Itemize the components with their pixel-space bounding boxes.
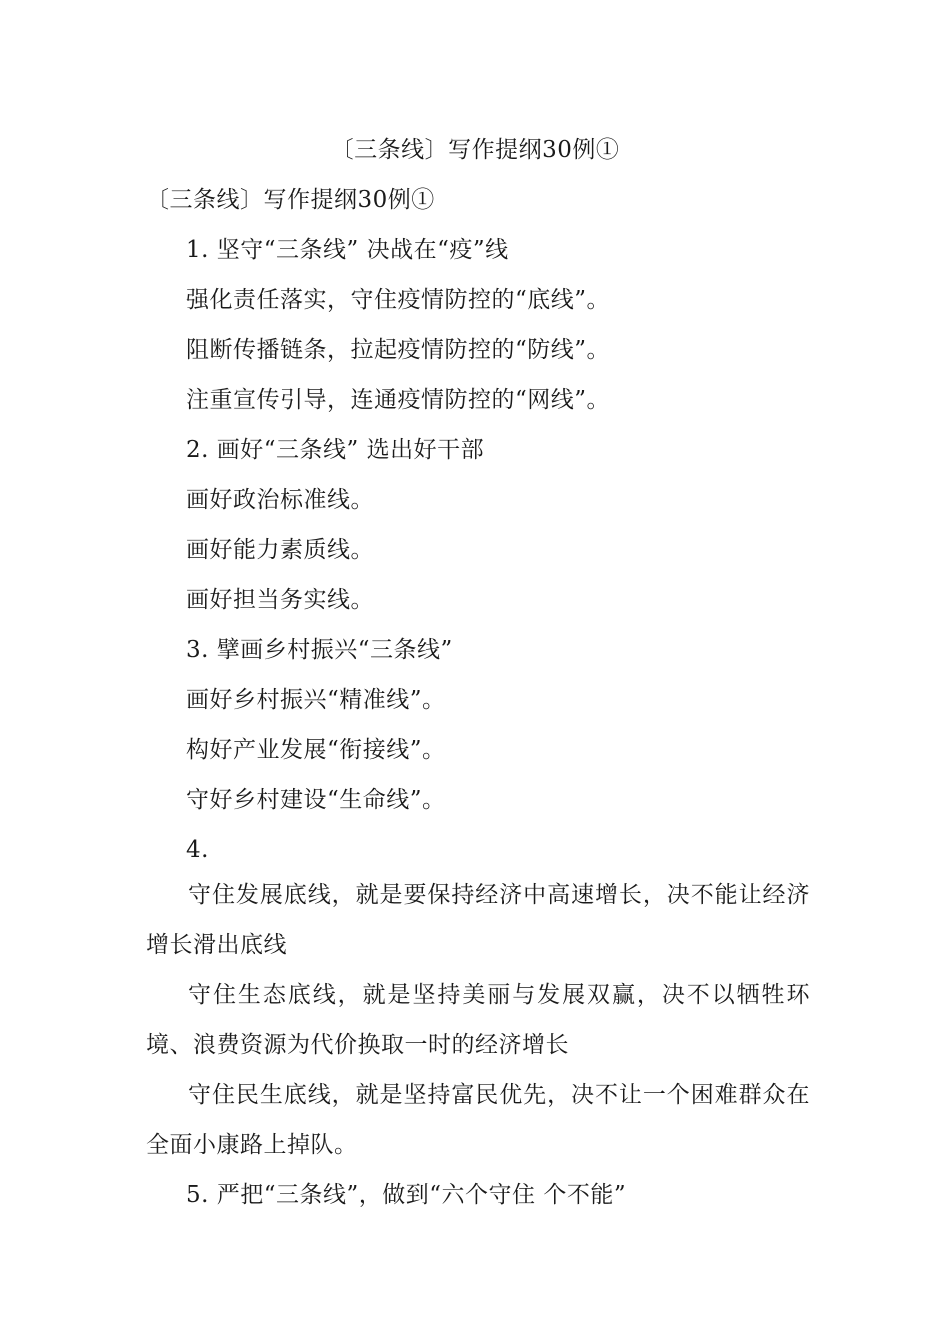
body-paragraph: 守住生态底线，就是坚持美丽与发展双赢，决不以牺牲环境、浪费资源为代价换取一时的经济增长 [146,982,810,1058]
section-heading: 3. 擘画乡村振兴“三条线” [186,637,453,663]
section-item: 画好担当务实线。 [186,587,374,613]
document-title-text: 〔三条线〕写作提纲30例① [330,137,620,163]
document-title [0,135,950,165]
section-item: 注重宣传引导，连通疫情防控的“网线”。 [186,387,611,413]
document-subtitle: 〔三条线〕写作提纲30例① [146,187,435,213]
section-heading: 5. 严把“三条线”，做到“六个守住 个不能” [186,1182,627,1208]
section-heading: 1. 坚守“三条线” 决战在“疫”线 [186,237,509,263]
section-item: 阻断传播链条，拉起疫情防控的“防线”。 [186,337,611,363]
section-item: 画好能力素质线。 [186,537,374,563]
section-item: 构好产业发展“衔接线”。 [186,737,446,763]
body-paragraph: 守住发展底线，就是要保持经济中高速增长，决不能让经济增长滑出底线 [146,882,810,958]
body-paragraph: 守住民生底线，就是坚持富民优先，决不让一个困难群众在全面小康路上掉队。 [146,1082,810,1158]
section-item: 守好乡村建设“生命线”。 [186,787,446,813]
section-heading: 4. [186,837,209,863]
section-heading: 2. 画好“三条线” 选出好干部 [186,437,485,463]
section-item: 画好政治标准线。 [186,487,374,513]
section-item: 强化责任落实，守住疫情防控的“底线”。 [186,287,611,313]
section-item: 画好乡村振兴“精准线”。 [186,687,446,713]
